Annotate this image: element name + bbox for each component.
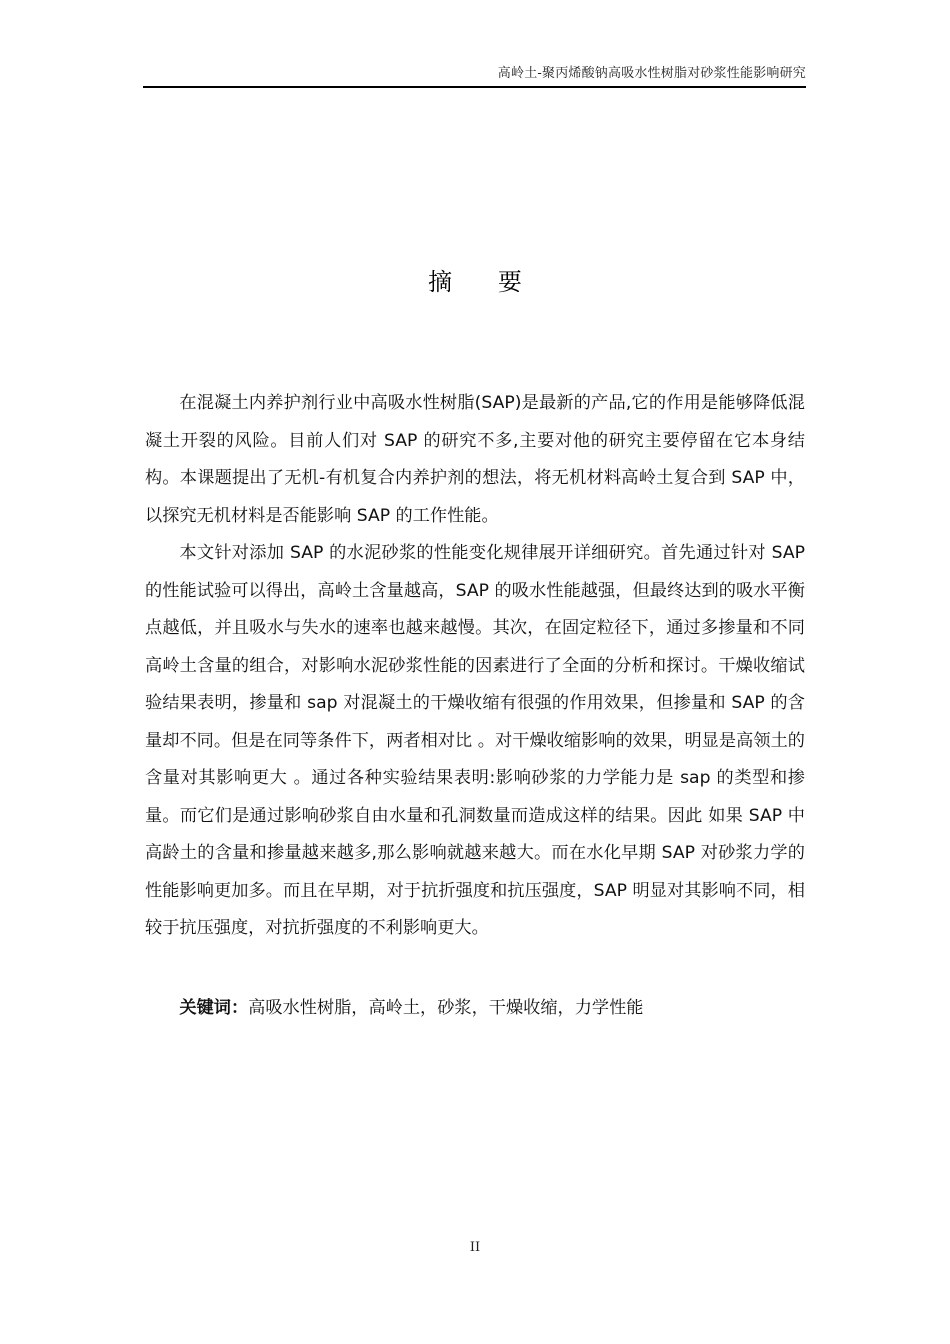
page-number: II — [469, 1240, 481, 1255]
abstract-heading: 摘 要 — [428, 268, 522, 296]
abstract-body — [145, 385, 805, 948]
keywords-list: 高吸水性树脂，高岭土，砂浆，干燥收缩，力学性能 — [248, 998, 644, 1018]
keywords-line — [145, 990, 805, 1028]
running-header — [143, 64, 806, 88]
keywords-label: 关键词： — [179, 998, 249, 1018]
running-header-title: 高岭土-聚丙烯酸钠高吸水性树脂对砂浆性能影响研究 — [497, 66, 806, 81]
abstract-paragraph-2: 本文针对添加 SAP 的水泥砂浆的性能变化规律展开详细研究。首先通过针对 SAP 的性能试验可以得出，高岭土含量越高，SAP 的吸水性能越强，但最终达到的吸水平衡点越低，并且吸水与失水的速率也越来越慢。其次，在固定粒径下，通过多掺量和不同高岭土含量的组合，对影响水泥砂浆性能的因素进行了全面的分析和探讨。干燥收缩试验结果表明，掺量和 sap 对混凝土的干燥收缩有很强的作用效果，但掺量和 SAP 的含量却不同。但是在同等条件下，两者相对比 。对干燥收缩影响的效果，明显是高领土的含量对其影响更大 。通过各种实验结果表明:影响砂浆的力学能力是 sap 的类型和掺量。而它们是通过影响砂浆自由水量和孔洞数量而造成这样的结果。因此 如果 SAP 中高龄土的含量和掺量越来越多,那么影响就越来越大。而在水化早期 SAP 对砂浆力学的性能影响更加多。而且在早期，对于抗折强度和抗压强度，SAP 明显对其影响不同，相较于抗压强度，对抗折强度的不利影响更大。 — [145, 543, 805, 938]
abstract-paragraph-1: 在混凝土内养护剂行业中高吸水性树脂(SAP)是最新的产品,它的作用是能够降低混凝土开裂的风险。目前人们对 SAP 的研究不多,主要对他的研究主要停留在它本身结构。本课题提出了无机-有机复合内养护剂的想法，将无机材料高岭土复合到 SAP 中，以探究无机材料是否能影响 SAP 的工作性能。 — [145, 393, 805, 526]
